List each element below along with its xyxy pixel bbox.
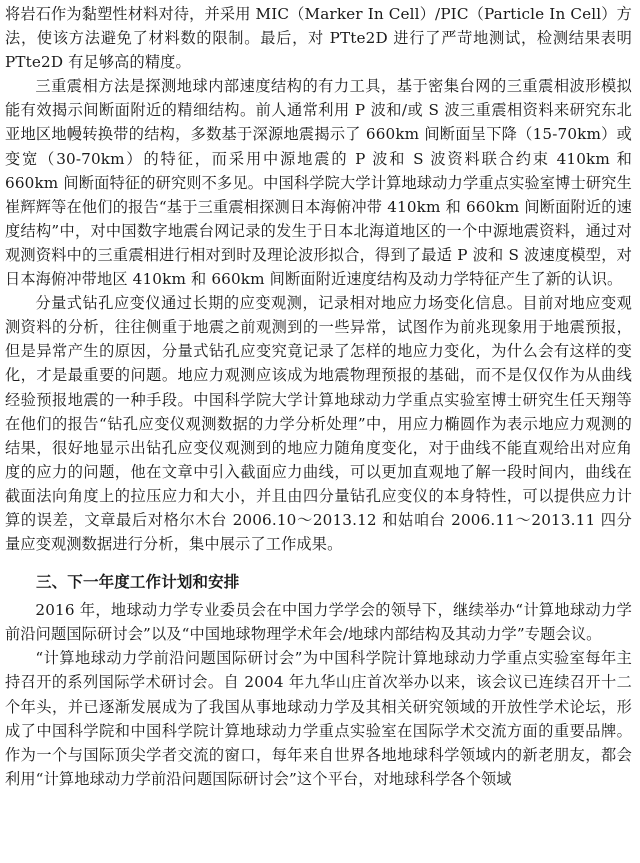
- paragraph-ptte2d-method: 将岩石作为黏塑性材料对待，并采用 MIC（Marker In Cell）/PIC（Particle In Cell）方法，使该方法避免了材料数的限制。最后，对 PTte2D 进行了严苛地测试，检测结果表明 PTte2D 有足够高的精度。: [5, 5, 632, 72]
- paragraph-borehole-strain: 分量式钻孔应变仪通过长期的应变观测，记录相对地应力场变化信息。目前对地应变观测资料的分析，往往侧重于地震之前观测到的一些异常，试图作为前兆现象用于地震预报，但是异常产生的原因，分量式钻孔应变究竟记录了怎样的地应力变化，为什么会有这样的变化，才是最重要的问题。地应力观测应该成为地震物理预报的基础，而不是仅仅作为从曲线经验预报地震的一种手段。中国科学院大学计算地球动力学重点实验室博士研究生任天翔等在他们的报告“钻孔应变仪观测数据的力学分析处理”中，用应力椭圆作为表示地应力观测的结果，很好地显示出钻孔应变仪观测到的地应力随角度变化，对于曲线不能直观给出对应角度的应力的问题，他在文章中引入截面应力曲线，可以更加直观地了解一段时间内，曲线在截面法向角度上的拉压应力和大小，并且由四分量钻孔应变仪的本身特性，可以提供应力计算的误差，文章最后对格尔木台 2006.10～2013.12 和姑咱台 2006.11～2013.11 四分量应变观测数据进行分析，集中展示了工作成果。: [5, 294, 632, 554]
- paragraph-symposium: “计算地球动力学前沿问题国际研讨会”为中国科学院计算地球动力学重点实验室每年主持召开的系列国际学术研讨会。自 2004 年九华山庄首次举办以来，该会议已连续召开十二个年头，并已逐渐发展成为了我国从事地球动力学及其相关研究领域的开放性学术论坛，形成了中国科学院和中国科学院计算地球动力学重点实验室在国际学术交流方面的重要品牌。作为一个与国际顶尖学者交流的窗口，每年来自世界各地地球科学领域内的新老朋友，都会利用“计算地球动力学前沿问题国际研讨会”这个平台，对地球科学各个领域: [5, 649, 632, 788]
- paragraph-2016-plan: 2016 年，地球动力学专业委员会在中国力学学会的领导下，继续举办“计算地球动力学前沿问题国际研讨会”以及“中国地球物理学术年会/地球内部结构及其动力学”专题会议。: [5, 601, 632, 644]
- section-heading-next-year-plan: 三、下一年度工作计划和安排: [36, 573, 240, 592]
- paragraph-triplication: 三重震相方法是探测地球内部速度结构的有力工具，基于密集台网的三重震相波形模拟能有效揭示间断面附近的精细结构。前人通常利用 P 波和/或 S 波三重震相资料来研究东北亚地区地幔转换带的结构，多数基于深源地震揭示了 660km 间断面呈下降（15-70km）或变宽（30-70km）的特征，而采用中源地震的 P 波和 S 波资料联合约束 410km 和 660km 间断面特征的研究则不多见。中国科学院大学计算地球动力学重点实验室博士研究生崔辉辉等在他们的报告“基于三重震相探测日本海俯冲带 410km 和 660km 间断面附近的速度结构”中，对中国数字地震台网记录的发生于日本北海道地区的一个中源地震资料，通过对观测资料中的三重震相进行相对到时及理论波形拟合，得到了最适 P 波和 S 波速度模型，对日本海俯冲带地区 410km 和 660km 间断面附近速度结构及动力学特征产生了新的认识。: [5, 77, 632, 289]
